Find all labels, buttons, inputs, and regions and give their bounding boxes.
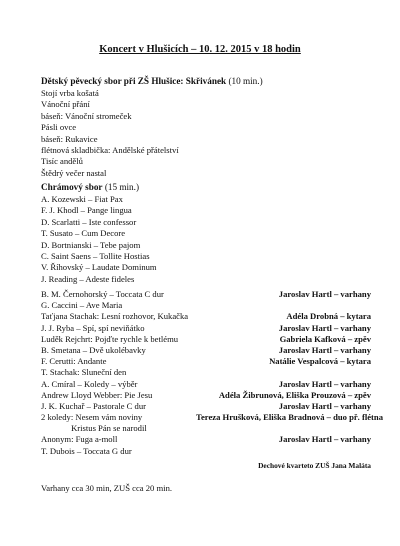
list-item: F. J. Khodl – Pange lingua xyxy=(41,205,132,216)
program-row xyxy=(41,390,371,401)
program-performer: Jaroslav Hartl – varhany xyxy=(278,289,371,299)
program-performer: Gabriela Kafková – zpěv xyxy=(279,333,371,344)
list-item: D. Bortnianski – Tebe pajom xyxy=(41,239,141,250)
program-performer: Dechové kvarteto ZUŠ Jana Maláta xyxy=(258,460,371,470)
program-performer: Jaroslav Hartl – varhany xyxy=(278,344,371,355)
program-list xyxy=(41,289,383,471)
program-piece: F. Cerutti: Andante xyxy=(41,356,107,367)
program-row xyxy=(41,446,371,457)
children-choir-heading-bold: Dětský pěvecký sbor při ZŠ Hlušice: Skřivánek xyxy=(41,76,227,86)
program-piece: B. M. Černohorský – Toccata C dur xyxy=(41,289,164,299)
program-row xyxy=(41,401,371,412)
program-row xyxy=(41,311,371,322)
children-choir-heading xyxy=(41,76,263,86)
program-piece: A. Cmíral – Koledy – výběr xyxy=(41,378,138,389)
list-item: báseň: Rukavice xyxy=(41,133,98,144)
program-performer: Adéla Drobná – kytara xyxy=(286,311,371,322)
program-performer: Jaroslav Hartl – varhany xyxy=(278,400,371,411)
program-piece: J. J. Ryba – Spí, spí neviňátko xyxy=(41,322,145,333)
list-item: Vánoční přání xyxy=(41,99,90,110)
program-row xyxy=(41,356,371,367)
program-piece: T. Dubois – Toccata G dur xyxy=(41,445,132,456)
list-item: Tisíc andělů xyxy=(41,156,83,167)
list-item: C. Saint Saens – Tollite Hostias xyxy=(41,250,150,261)
page-title: Koncert v Hlušicích – 10. 12. 2015 v 18 hodin xyxy=(99,44,301,55)
program-piece: Kristus Pán se narodil xyxy=(41,423,147,434)
program-piece: Anonym: Fuga a-moll xyxy=(41,434,118,445)
list-item: Pásli ovce xyxy=(41,122,77,133)
list-item: V. Říhovský – Laudate Dominum xyxy=(41,262,157,273)
children-choir-list xyxy=(41,88,179,179)
chamber-choir-heading-bold: Chrámový sbor xyxy=(41,182,103,192)
program-row xyxy=(41,323,371,334)
chamber-choir-list xyxy=(41,194,157,285)
list-item: báseň: Vánoční stromeček xyxy=(41,110,132,121)
list-item: A. Kozewski – Fiat Pax xyxy=(41,194,123,204)
program-row xyxy=(41,367,371,378)
program-piece: T. Stachak: Sluneční den xyxy=(41,367,127,378)
program-row xyxy=(41,345,371,356)
program-performer: Jaroslav Hartl – varhany xyxy=(278,434,371,445)
chamber-choir-heading xyxy=(41,182,139,192)
program-row xyxy=(41,379,371,390)
program-row xyxy=(41,334,371,345)
children-choir-heading-duration: (10 min.) xyxy=(226,76,263,86)
program-piece: 2 koledy: Nesem vám noviny xyxy=(41,412,143,423)
program-row xyxy=(41,289,371,300)
program-piece: Luděk Rejchrt: Pojďte rychle k betlému xyxy=(41,333,179,344)
program-piece: Taťjana Stachak: Lesní rozhovor, Kukačka xyxy=(41,311,189,322)
list-item: Stojí vrba košatá xyxy=(41,88,99,98)
list-item: T. Susato – Cum Decore xyxy=(41,228,126,239)
program-piece: B. Smetana – Dvě ukolébavky xyxy=(41,344,146,355)
list-item: D. Scarlatti – Iste confessor xyxy=(41,216,137,227)
program-performer: Jaroslav Hartl – varhany xyxy=(278,322,371,333)
program-performer: Tereza Hrušková, Eliška Bradnová – duo př. flétna xyxy=(196,412,383,423)
program-piece: G. Caccini – Ave Maria xyxy=(41,300,123,311)
program-piece: Andrew Lloyd Webber: Pie Jesu xyxy=(41,389,153,400)
program-row xyxy=(41,423,371,434)
program-row xyxy=(41,412,383,423)
program-piece: J. K. Kuchař – Pastorale C dur xyxy=(41,400,147,411)
list-item: flétnová skladbička: Andělské přátelství xyxy=(41,144,179,155)
footer-note: Varhany cca 30 min, ZUŠ cca 20 min. xyxy=(41,483,173,493)
program-row xyxy=(41,434,371,445)
program-row xyxy=(41,300,371,311)
program-performer: Jaroslav Hartl – varhany xyxy=(278,378,371,389)
program-performer: Adéla Žibrunová, Eliška Prouzová – zpěv xyxy=(218,389,371,400)
program-row xyxy=(41,460,371,471)
program-performer: Natálie Vespalcová – kytara xyxy=(269,356,371,367)
list-item: J. Reading – Adeste fideles xyxy=(41,273,135,284)
list-item: Štědrý večer nastal xyxy=(41,167,107,178)
chamber-choir-heading-duration: (15 min.) xyxy=(102,182,140,192)
